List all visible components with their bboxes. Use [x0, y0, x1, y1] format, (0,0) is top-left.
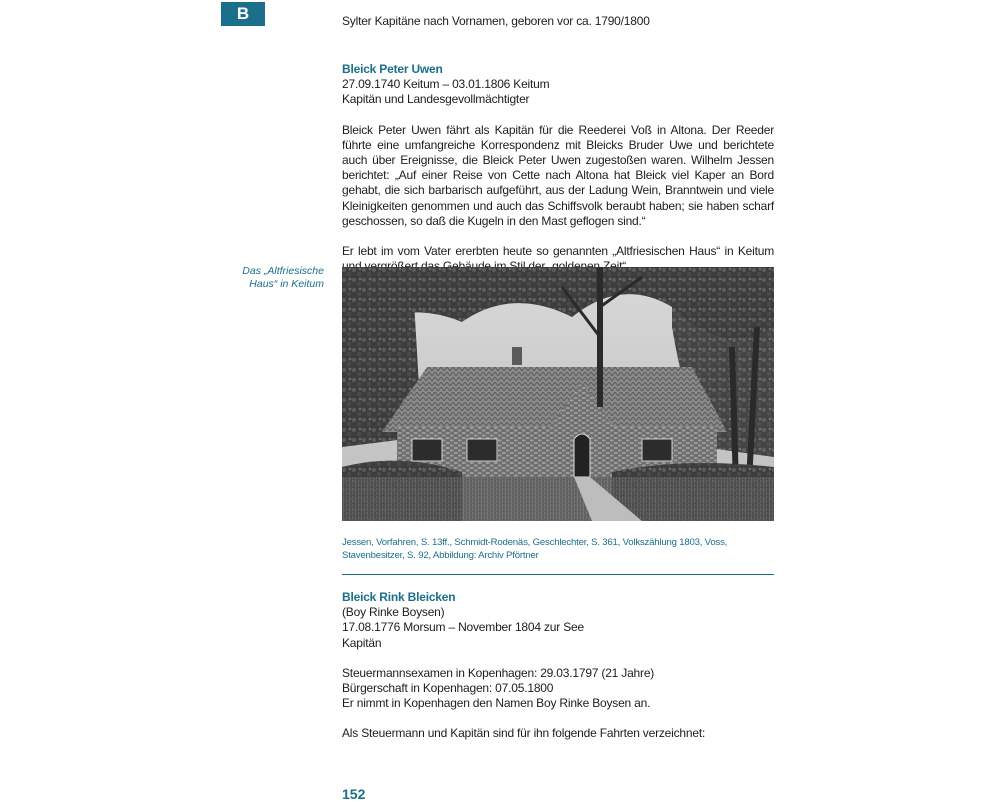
entry-bleick-peter-uwen	[342, 62, 774, 274]
entry-exam: Steuermannsexamen in Kopenhagen: 29.03.1797 (21 Jahre)	[342, 665, 655, 680]
house-photo	[342, 267, 774, 521]
entry-name: Bleick Peter Uwen	[342, 62, 443, 76]
entry-divider	[342, 574, 774, 575]
source-note: Jessen, Vorfahren, S. 13ff., Schmidt-Rodenäs, Geschlechter, S. 361, Volkszählung 1803, Voss, Stavenbesitzer, S. 92, Abbildung: Archiv Pförtner	[342, 537, 728, 561]
section-letter-tab: B	[221, 2, 265, 26]
entry-alias: (Boy Rinke Boysen)	[342, 605, 445, 620]
entry-voyages-intro: Als Steuermann und Kapitän sind für ihn folgende Fahrten verzeichnet:	[342, 726, 706, 741]
entry-bleick-rink-bleicken	[342, 590, 774, 742]
running-header: Sylter Kapitäne nach Vornamen, geboren vor ca. 1790/1800	[342, 14, 650, 28]
entry-role: Kapitän	[342, 635, 382, 650]
entry-dates: 27.09.1740 Keitum – 03.01.1806 Keitum	[342, 77, 550, 92]
entry-name: Bleick Rink Bleicken	[342, 590, 456, 604]
entry-dates: 17.08.1776 Morsum – November 1804 zur See	[342, 620, 584, 635]
entry-role: Kapitän und Landesgevollmächtigter	[342, 92, 530, 107]
page-number: 152	[342, 786, 366, 802]
photo-caption: Das „Altfriesische Haus“ in Keitum	[242, 265, 324, 290]
entry-citizenship: Bürgerschaft in Kopenhagen: 07.05.1800	[342, 681, 554, 696]
entry-paragraph: Bleick Peter Uwen fährt als Kapitän für die Reederei Voß in Altona. Der Reeder führte eine umfangreiche Korrespondenz mit Bleicks Bruder Uwe und berichtete auch über Ereignisse, die Bleick Peter Uwen zugestoßen waren. Wilhelm Jessen berichtet: „Auf einer Reise von Cette nach Altona hat Bleick viel Kaper an Bord gehabt, die sich barbarisch aufgeführt, aus der Ladung Wein, Branntwein und viele Kleinigkeiten genommen und auch das Schiffsvolk beraubt haben; sie haben scharf geschossen, so daß die Kugeln in den Mast geflogen sind.“	[342, 122, 774, 228]
entry-paragraph: Er lebt im vom Vater ererbten heute so genannten „Altfriesischen Haus“ in Keitum	[342, 244, 774, 259]
entry-name-change: Er nimmt in Kopenhagen den Namen Boy Rinke Boysen an.	[342, 696, 651, 711]
